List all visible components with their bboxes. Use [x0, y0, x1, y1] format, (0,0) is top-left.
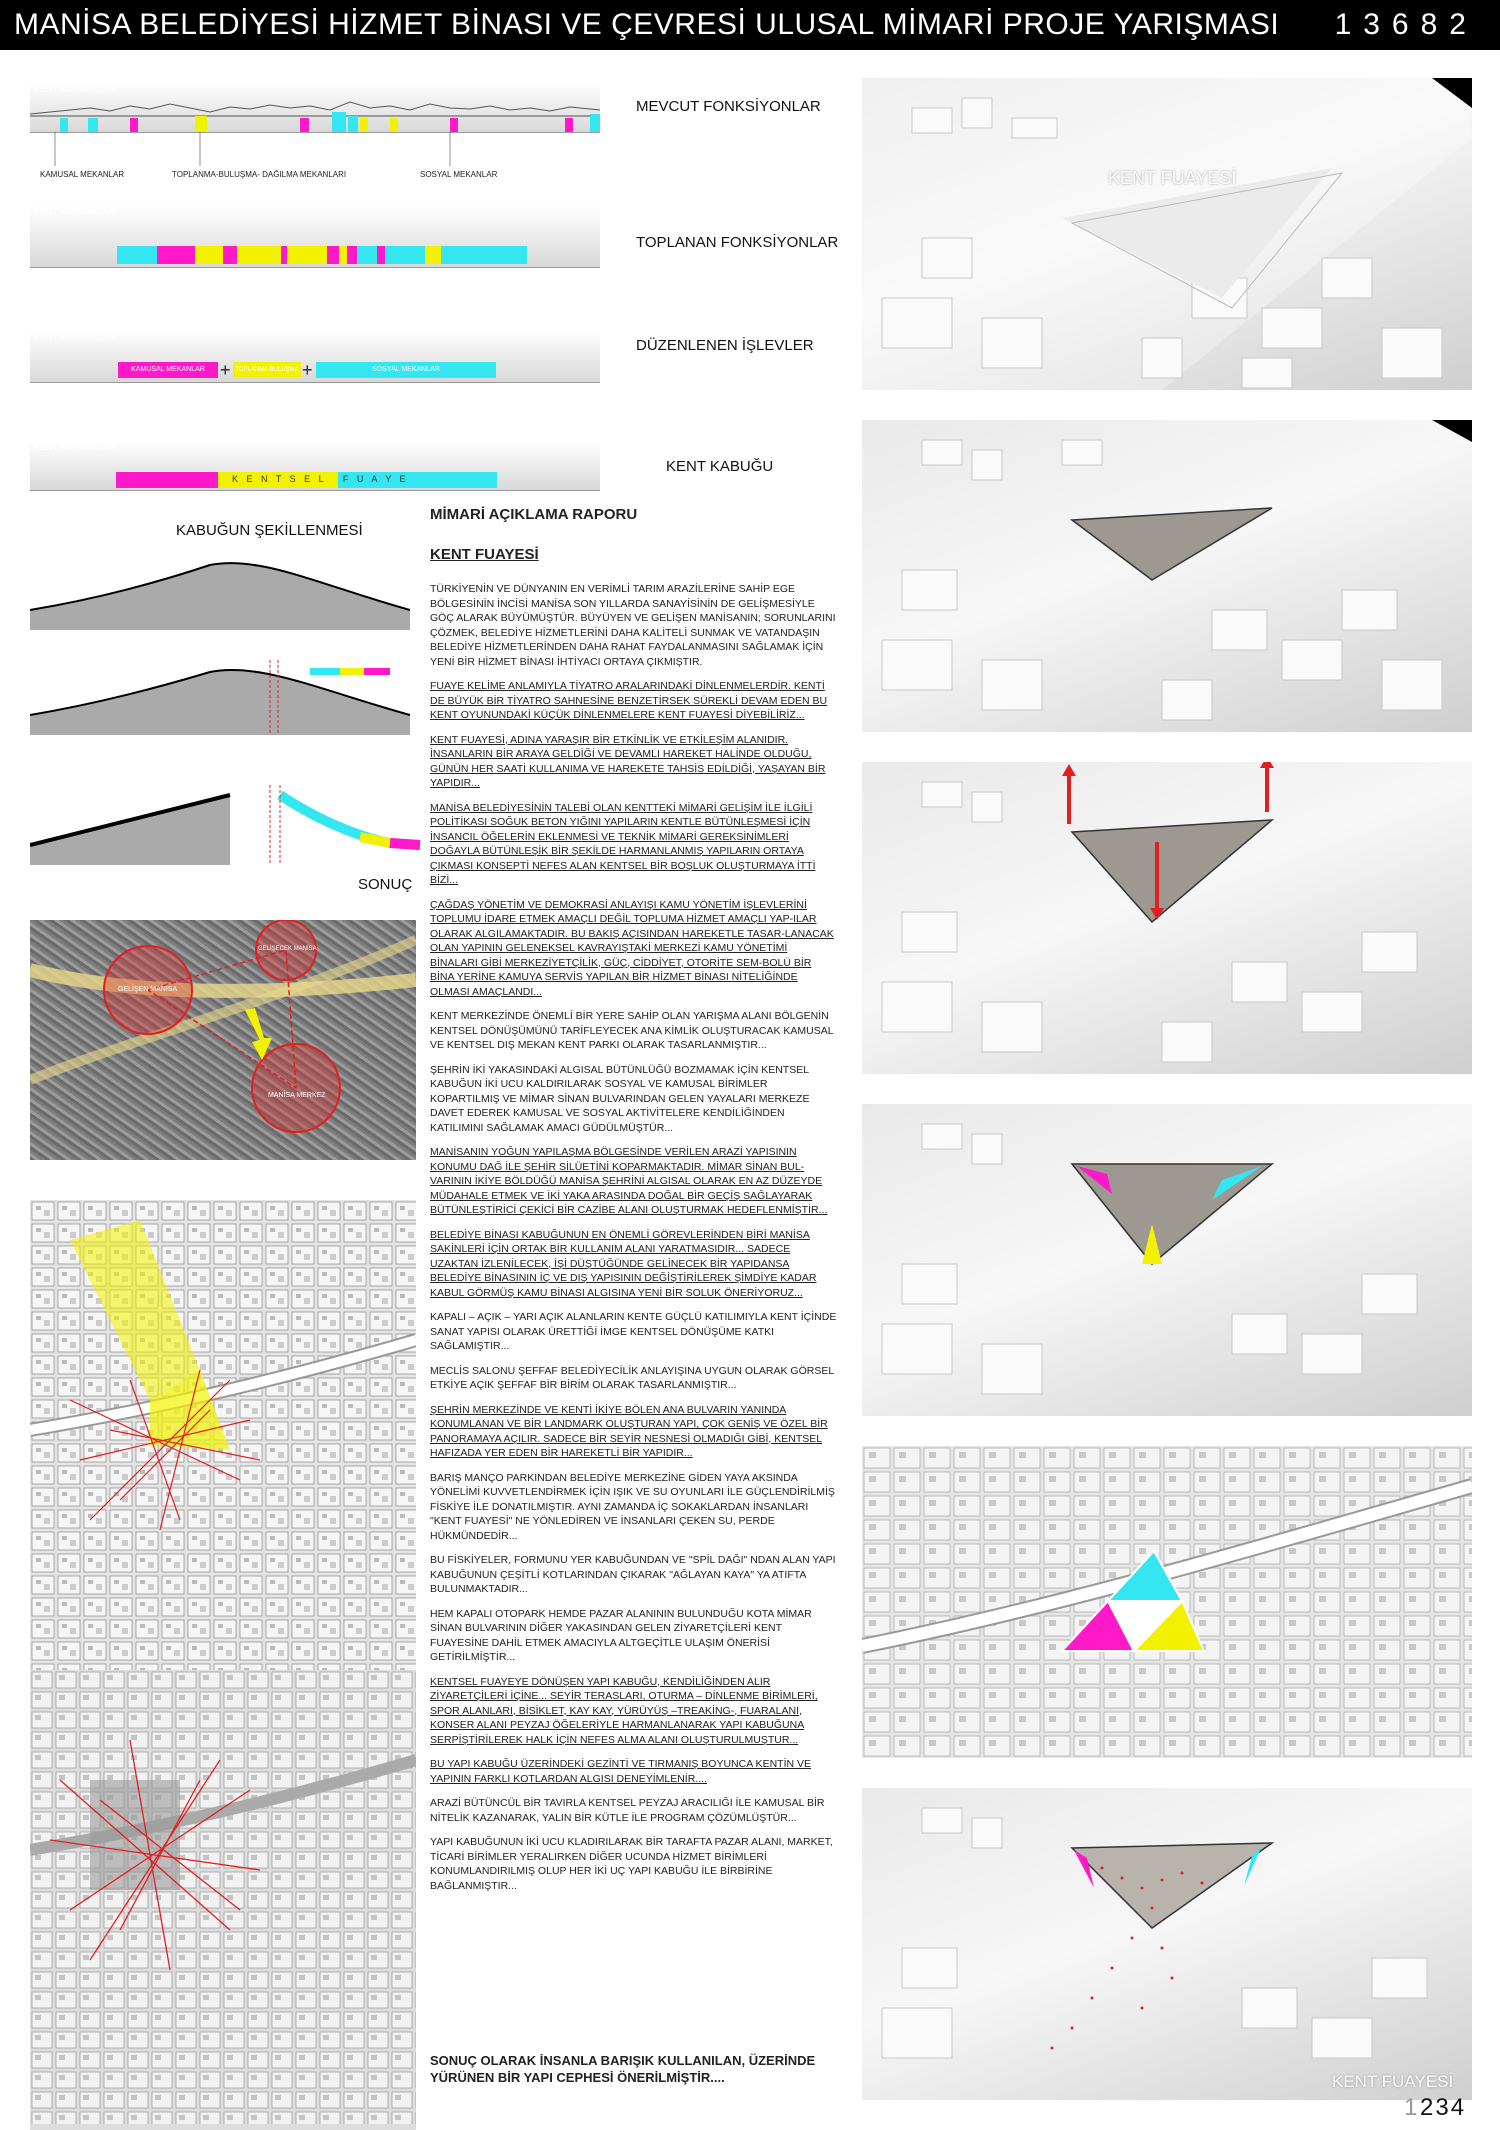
city-layer-strip-2	[30, 205, 600, 268]
report-paragraph: ŞEHRİN MERKEZİNDE VE KENTİ İKİYE BÖLEN ANA BULVARIN YANINDA KONUMLANAN VE BİR LANDMARK OLUŞTURAN YAPI, ÇOK GENİŞ VE ÖZEL BİR PANORAMAYA AÇILIR. SADECE BİR SEYİR NESNESİ OLMADIĞI GİBİ, KENTSEL HAFIZADA YER EDEN BİR HAREKETLİ BİR YAPIDIR...	[430, 1403, 828, 1459]
render-panel-1	[862, 78, 1472, 390]
leader-lines	[30, 132, 590, 172]
sub-label-social: SOSYAL MEKANLAR	[420, 170, 498, 179]
box-public: KAMUSAL MEKANLAR	[118, 362, 218, 378]
strip-label: KENT KATMANLARI	[34, 84, 118, 94]
render-2-drawing	[862, 420, 1472, 732]
header-bar	[0, 0, 1500, 50]
report-paragraph: BELEDİYE BİNASI KABUĞUNUN EN ÖNEMLİ GÖREVLERİNDEN BİRİ MANİSA SAKİNLERİ İÇİN ORTAK BİR KULLANIM ALANI YARATMASIDIR... SADECE UZAKTAN İZLENİLECEK, İŞİ DÜŞTÜĞÜNDE GELİNECEK BİR YAPIDANSA BELEDİYE BİNASININ İÇ VE DIŞ YAPISININ DEĞİŞTİRİLEREK ŞİMDİYE KADAR KABUL GÖRMÜŞ KAMU BİNASI ALGISINA YENİ BİR SOLUK ÖNERİYORUZ...	[430, 1228, 817, 1299]
render-1-drawing	[862, 78, 1472, 390]
render-panel-4	[862, 1104, 1472, 1416]
project-code: 13682	[1334, 8, 1478, 41]
report-title: MİMARİ AÇIKLAMA RAPORU	[430, 506, 638, 523]
report-conclusion: SONUÇ OLARAK İNSANLA BARIŞIK KULLANILAN, ÜZERİNDE YÜRÜNEN BİR YAPI CEPHESİ ÖNERİLMİŞTİR....	[430, 2053, 816, 2085]
plus-sign: +	[302, 360, 313, 380]
site-plan-1-drawing	[30, 1200, 416, 1670]
render-4-drawing	[862, 1104, 1472, 1416]
sub-label-gathering: TOPLANMA-BULUŞMA- DAĞILMA MEKANLARI	[172, 170, 347, 179]
report-paragraph: TÜRKİYENİN VE DÜNYANIN EN VERİMLİ TARIM ARAZİLERİNE SAHİP EGE BÖLGESİNİN İNCİSİ MANİSA SON YILLARDA SANAYİSİNİN DE GELİŞMESİYLE GÖÇ ALARAK BÜYÜMÜŞTÜR. BÜYÜYEN VE GELİŞEN MANİSANIN; SORUNLARINI ÇÖZMEK, BELEDİYE HİZMETLERİNİ DAHA KALİTELİ SUNMAK VE VATANDAŞIN BELEDİYE HİZMETLERİNDEN DAHA RAHAT FAYDALANMASINI SAĞLAMAK İÇİN YENİ BİR HİZMET BİNASI İHTİYACI ORTAYA ÇIKMIŞTIR.	[430, 583, 836, 668]
report-body	[430, 582, 838, 1903]
render-panel-2	[862, 420, 1472, 732]
report-paragraph: BU FİSKİYELER, FORMUNU YER KABUĞUNDAN VE "SPİL DAĞI" NDAN ALAN YAPI KABUĞUNUN ÇEŞİTLİ KOTLARINDAN ÇIKARAK "AĞLAYAN KAYA" YA ATIFTA BULUNMAKTADIR...	[430, 1554, 836, 1595]
row-title-collected: TOPLANAN FONKSİYONLAR	[636, 234, 839, 251]
row-title-existing: MEVCUT FONKSİYONLAR	[636, 98, 821, 115]
report-paragraph: BARIŞ MANÇO PARKINDAN BELEDİYE MERKEZİNE GİDEN YAYA AKSINDA YÖNELİMİ KUVVETLENDİRMEK İÇİN IŞIK VE SU OYUNLARI İLE GÜÇLENDİRİLMİŞ FİSKİYE İLE DONATILMIŞTIR. AYNI ZAMANDA İÇ SOKAKLARDAN İNSANLARI "KENT FUAYESİ" NE YÖNLEDİREN VE İNSANLARI ÇEKEN SU, PERDE HÜKMÜNDEDİR...	[430, 1471, 835, 1542]
strip-label: KENT KATMANLARI	[34, 332, 118, 342]
shaping-step-1	[30, 555, 410, 630]
strip-label: KENT KATMANLARI	[34, 442, 118, 452]
report-subtitle: KENT FUAYESİ	[430, 546, 539, 563]
shaping-title: KABUĞUN ŞEKİLLENMESİ	[176, 522, 363, 539]
report-paragraph: ŞEHRİN İKİ YAKASINDAKİ ALGISAL BÜTÜNLÜĞÜ BOZMAMAK İÇİN KENTSEL KABUĞUN İKİ UCU KALDIRILARAK SOSYAL VE KAMUSAL BİRİMLER KOPARTILMIŞ VE MİMAR SİNAN BULVARINDAN GELEN YAYALARI MERKEZE DAVET EDEREK KAMUSAL VE SOSYAL AKTİVİTELERE KENDİLİĞİNDEN KATILIMINI SAĞLAMAK AMACI GÜDÜLMÜŞTÜR...	[430, 1063, 810, 1134]
plus-sign: +	[220, 360, 231, 380]
urban-foyer-text: K E N T S E L F U A Y E	[232, 474, 409, 484]
sheet-rest: 234	[1420, 2094, 1467, 2121]
site-plan-map-2	[30, 1670, 416, 2130]
aerial-photo	[30, 920, 416, 1160]
render-panel-5-site-plan	[862, 1446, 1472, 1758]
collected-functions-bar	[117, 246, 527, 264]
render-6-drawing	[862, 1788, 1472, 2100]
page-title: MANİSA BELEDİYESİ HİZMET BİNASI VE ÇEVRESİ ULUSAL MİMARİ PROJE YARIŞMASI	[14, 8, 1280, 41]
report-paragraph: FUAYE KELİME ANLAMIYLA TİYATRO ARALARINDAKİ DİNLENMELERDİR. KENTİ DE BÜYÜK BİR TİYATRO SAHNESİNE BENZETİRSEK SÜREKLİ DEVAM EDEN BU KENT OYUNUNDAKİ KÜÇÜK DİNLENMELERE KENT FUAYESİ DİYEBİLİRİZ...	[430, 680, 828, 721]
sheet-current: 1	[1404, 2094, 1418, 2121]
render-label-top: KENT FUAYESİ	[1108, 168, 1237, 188]
city-layer-strip-1	[30, 82, 600, 133]
report-paragraph: KENT FUAYESİ, ADINA YARAŞIR BİR ETKİNLİK VE ETKİLEŞİM ALANIDIR. İNSANLARIN BİR ARAYA GELDİĞİ VE DEVAMLI HAREKET HALİNDE OLDUĞU, GÜNÜN HER SAATİ KULLANIMA VE HAREKETE TAHSİS EDİLDİĞİ, YAŞAYAN BİR YAPIDIR...	[430, 733, 826, 789]
report-paragraph: MANİSANIN YOĞUN YAPILAŞMA BÖLGESİNDE VERİLEN ARAZİ YAPISININ KONUMU DAĞ İLE ŞEHİR SİLÜETİNİ KOPARMAKTADIR. MİMAR SİNAN BUL-VARININ İKİYE BÖLDÜĞÜ MANİSA ŞEHRİNİ ALGISAL OLARAK EN AZ DÜZEYDE MÜDAHALE ETMEK VE İKİ YAKA ARASINDA DOĞAL BİR GEÇİŞ SAĞLAYARAK BÜTÜNLEŞTİRİCİ ÇEKİCİ BİR CAZİBE ALANI OLUŞTURMAK HEDEFLENMİŞTİR...	[430, 1146, 828, 1216]
row-title-arranged: DÜZENLENEN İŞLEVLER	[636, 337, 814, 354]
render-panel-3	[862, 762, 1472, 1074]
report-paragraph: YAPI KABUĞUNUN İKİ UCU KLADIRILARAK BİR TARAFTA PAZAR ALANI, MARKET, TİCARİ BİRİMLER YERALIRKEN DİĞER UCUNDA HİZMET BİRİMLERİ KONUMLANDIRILMIŞ OLUP HER İKİ UÇ YAPI KABUĞU İLE BİRBİRİNE BAĞLANMIŞTIR...	[430, 1836, 833, 1892]
report-paragraph: HEM KAPALI OTOPARK HEMDE PAZAR ALANININ BULUNDUĞU KOTA MİMAR SİNAN BULVARININ DİĞER YAKASINDAN GELEN ZİYARETÇİLERİ KENT FUAYESİNE DAHİL ETMEK AMACIYLA ALTGEÇİTLE ULAŞIM ÖNERİSİ GETİRİLMİŞTİR...	[430, 1607, 812, 1663]
shaping-step-2	[30, 660, 420, 735]
report-paragraph: ARAZİ BÜTÜNCÜL BİR TAVIRLA KENTSEL PEYZAJ ARACILIĞI İLE KAMUSAL BİR NİTELİK KAZANARAK, YALIN BİR KÜTLE İLE PROGRAM ÇÖZÜMLÜŞTÜR...	[430, 1797, 825, 1824]
report-paragraph: KENT MERKEZİNDE ÖNEMLİ BİR YERE SAHİP OLAN YARIŞMA ALANI BÖLGENİN KENTSEL DÖNÜŞÜMÜNÜ TARİFLEYECEK ANA KİMLİK OLUŞTURACAK KAMUSAL VE KENTSEL DIŞ MEKAN KENT PARKI OLARAK TASARLANMIŞTIR...	[430, 1010, 834, 1051]
report-paragraph: KENTSEL FUAYEYE DÖNÜŞEN YAPI KABUĞU, KENDİLİĞİNDEN ALIR ZİYARETÇİLERİ İÇİNE... SEYİR TERASLARI, OTURMA – DİNLENME BİRİMLERİ, SPOR ALANLARI, BİSİKLET, KAY KAY, YÜRÜYÜŞ –TREAKİNG-, FUARALANI, KONSER ALANI PEYZAJ ÖĞELERİYLE HARMANLANARAK YAPI KABUĞUNA SERPİŞTİRİLEREK HALK İÇİN NEFES ALMA ALANI OLUŞTURULMUŞTUR...	[430, 1675, 818, 1746]
strip-label: KENT KATMANLARI	[34, 207, 118, 217]
box-social: SOSYAL MEKANLAR	[316, 362, 496, 378]
aerial-overlay	[30, 920, 416, 1160]
city-layer-strip-3	[30, 330, 600, 383]
plan-5-drawing	[862, 1446, 1472, 1758]
label-center: MANİSA MERKEZ	[268, 1092, 326, 1099]
sub-label-public: KAMUSAL MEKANLAR	[40, 170, 125, 179]
report-paragraph: BU YAPI KABUĞU ÜZERİNDEKİ GEZİNTİ VE TIRMANIŞ BOYUNCA KENTİN VE YAPININ FARKLI KOTLARDAN ALGISI DENEYİMLENİR....	[430, 1758, 811, 1785]
label-developing: GELİŞEN MANİSA	[118, 986, 178, 993]
render-panel-6	[862, 1788, 1472, 2100]
site-plan-map-1	[30, 1200, 416, 1670]
row-title-shell: KENT KABUĞU	[666, 458, 774, 475]
box-gathering: TOPLANMA BULUŞMA	[233, 362, 301, 378]
render-label-bottom: KENT FUAYESİ	[1332, 2072, 1454, 2091]
report-paragraph: ÇAĞDAŞ YÖNETİM VE DEMOKRASİ ANLAYIŞI KAMU YÖNETİM İŞLEVLERİNİ TOPLUMU İDARE ETMEK AMAÇLI DEĞİL TOPLUMA HİZMET AMAÇLI YAP-ILAR OLARAK ALGILAMAKTADIR. BU BAKIŞ AÇISINDAN HAREKETLE TASAR-LANACAK OLAN YAPININ GELENEKSEL KAVRAYIŞTAKİ MERKEZİ KAMU YÖNETİMİ BİNALARI GİBİ MERKEZİYETÇİLİK, GÜÇ, CİDDİYET, OTORİTE SEM-BOLÜ BİR BİNA YERİNE KAMUYA SERVİS YAPILAN BİR HİZMET BİNASI NİTELİĞİNDE OLMASI AMAÇLANDI...	[430, 898, 834, 998]
report-paragraph: KAPALI – AÇIK – YARI AÇIK ALANLARIN KENTE GÜÇLÜ KATILIMIYLA KENT İÇİNDE SANAT YAPISI OLARAK ÜRETTİĞİ İMGE KENTSEL DÖNÜŞÜME KATKI SAĞLAMIŞTIR...	[430, 1311, 837, 1352]
result-label: SONUÇ	[358, 876, 413, 893]
render-3-drawing	[862, 762, 1472, 1074]
site-plan-2-drawing	[30, 1670, 416, 2124]
report-paragraph: MECLİS SALONU ŞEFFAF BELEDİYECİLİK ANLAYIŞINA UYGUN OLARAK GÖRSEL ETKİYE AÇIK ŞEFFAF BİR BİRİM OLARAK TASARLANMIŞTIR...	[430, 1364, 834, 1391]
label-future: GELİŞECEK MANİSA	[258, 946, 317, 952]
shaping-step-3	[30, 785, 430, 865]
report-paragraph: MANİSA BELEDİYESİNİN TALEBİ OLAN KENTTEKİ MİMARİ GELİŞİM İLE İLGİLİ POLİTİKASI SOĞUK BETON YIĞINI YAPILARIN KENTLE BÜTÜNLEŞMESİ İÇİN İNSANCIL ÖĞELERİN EKLENMESİ VE TEKNİK MİMARİ GEREKSİNİMLERİ DOĞAYLA BÜTÜNLEŞİK BİR ŞEKİLDE HARMANLANMIŞ YAPILARIN ORTAYA ÇIKMASI KONSEPTİ NEFES ALAN KENTSEL BİR BOŞLUK OLUŞTURMAYA İTTİ BİZİ...	[430, 801, 816, 886]
